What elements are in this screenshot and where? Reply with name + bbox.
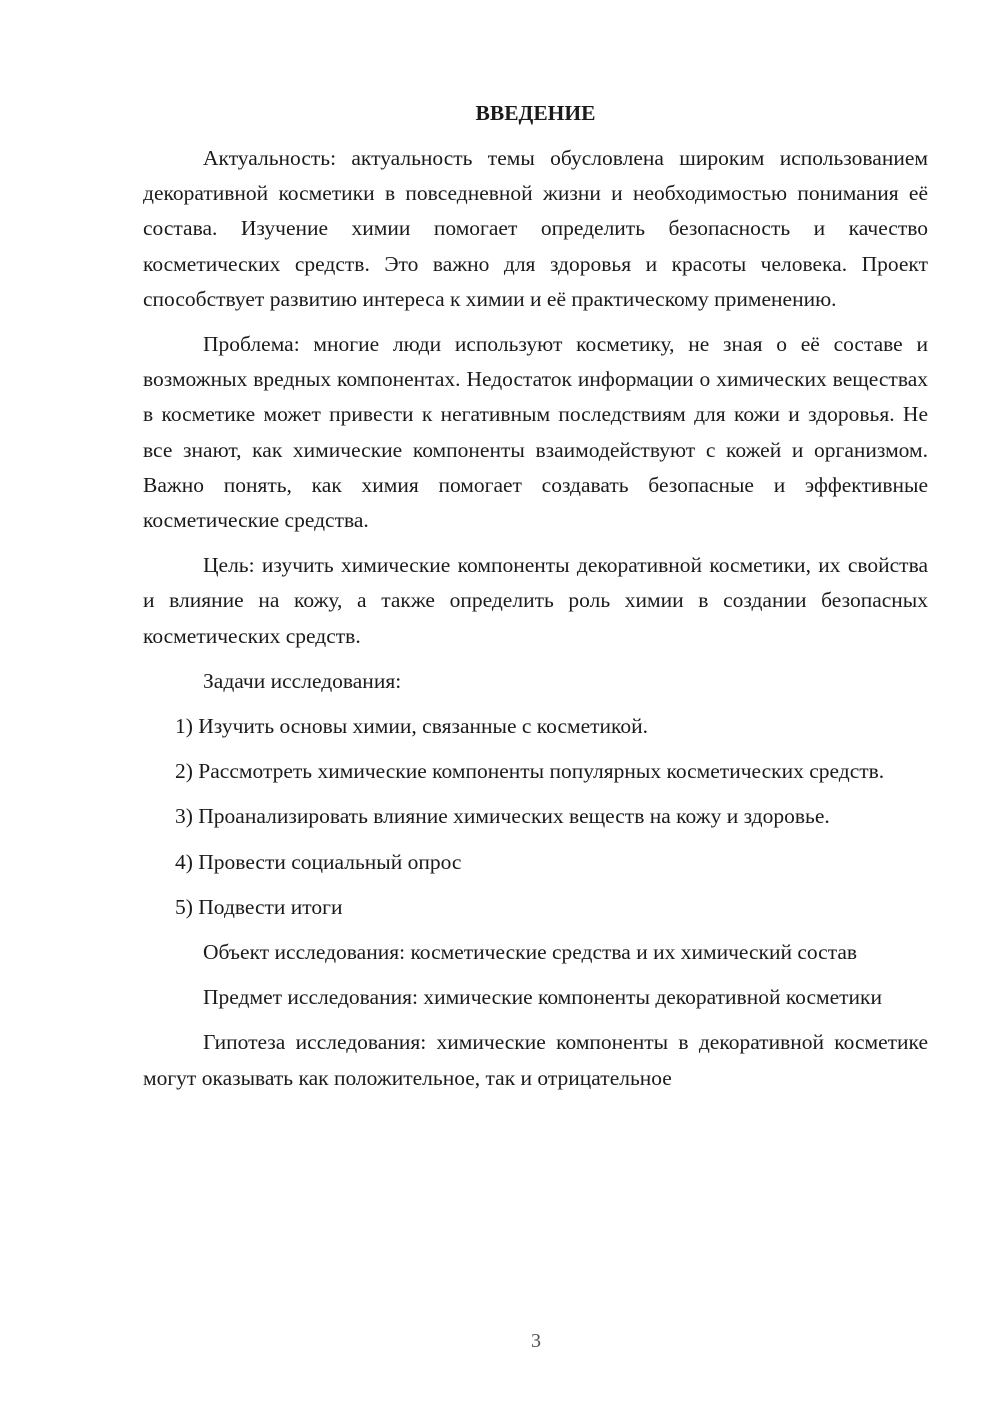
list-item-task-3: 3) Проанализировать влияние химических веществ на кожу и здоровье. — [175, 804, 830, 829]
document-body — [143, 96, 928, 1106]
paragraph-hypothesis: Гипотеза исследования: химические компоненты в декоративной косметике могут оказывать как положительное, так и отрицательное — [143, 1030, 928, 1090]
list-item-task-1: 1) Изучить основы химии, связанные с косметикой. — [175, 714, 649, 739]
paragraph-relevance: Актуальность: актуальность темы обусловлена широким использованием декоративной косметики в повседневной жизни и необходимостью понимания её состава. Изучение химии помогает определить безопасность и качество косметических средств. Это важно для здоровья и красоты человека. Проект способствует развитию интереса к химии и её практическому применению. — [143, 146, 928, 311]
paragraph-problem: Проблема: многие люди используют косметику, не зная о её составе и возможных вредных компонентах. Недостаток информации о химических веществах в косметике может привести к негативным последствиям для кожи и здоровья. Не все знают, как химические компоненты взаимодействуют с кожей и организмом. Важно понять, как химия помогает создавать безопасные и эффективные косметические средства. — [143, 332, 928, 533]
list-item-task-4: 4) Провести социальный опрос — [175, 849, 462, 874]
page-number: 3 — [531, 1330, 541, 1352]
paragraph-tasks-heading: Задачи исследования: — [203, 668, 402, 693]
list-item-task-2: 2) Рассмотреть химические компоненты популярных косметических средств. — [175, 759, 885, 784]
list-item-task-5: 5) Подвести итоги — [175, 894, 343, 919]
paragraph-object: Объект исследования: косметические средства и их химический состав — [203, 940, 858, 965]
page-title: ВВЕДЕНИЕ — [475, 101, 596, 125]
paragraph-goal: Цель: изучить химические компоненты декоративной косметики, их свойства и влияние на кожу, а также определить роль химии в создании безопасных косметических средств. — [143, 553, 928, 648]
paragraph-subject: Предмет исследования: химические компоненты декоративной косметики — [203, 985, 883, 1010]
